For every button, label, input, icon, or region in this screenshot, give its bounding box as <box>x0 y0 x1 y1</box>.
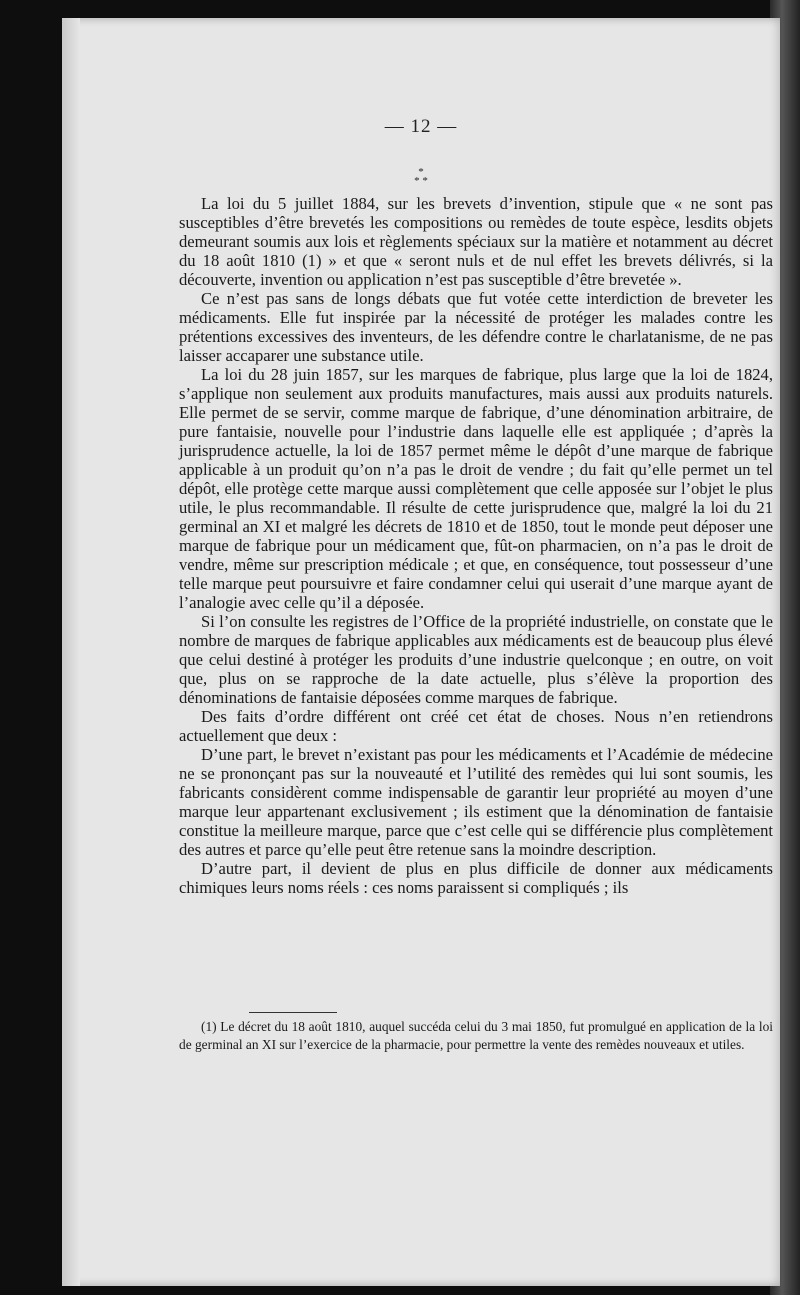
paragraph-faits-ordre: Des faits d’ordre différent ont créé cet état de choses. Nous n’en retiendrons actuellement que deux : <box>179 707 773 745</box>
body-text <box>179 194 773 897</box>
paragraph-d-une-part: D’une part, le brevet n’existant pas pour les médicaments et l’Académie de médecine ne se prononçant pas sur la nouveauté et l’utilité des remèdes qui lui sont soumis, les fabricants considèrent comme indispensable de garantir leur propriété au moyen d’une marque leur appartenant exclusivement ; ils estiment que la dénomination de fantaisie constitue la meilleure marque, parce que c’est celle qui se différencie plus complètement des autres et parce qu’elle peut être retenue sans la moindre description. <box>179 745 773 859</box>
paragraph-loi-1857-marques: La loi du 28 juin 1857, sur les marques de fabrique, plus large que la loi de 1824, s’applique non seulement aux produits manufactures, mais aussi aux produits naturels. Elle permet de se servir, comme marque de fabrique, d’une dénomination arbitraire, de pure fantaisie, nouvelle pour l’industrie dans laquelle elle est appliquée ; d’après la jurisprudence actuelle, la loi de 1857 permet même le dépôt d’une marque de fabrique applicable à un produit qu’on n’a pas le droit de vendre ; du fait qu’elle permet un tel dépôt, elle protège cette marque aussi complètement que celle apposée sur l’objet le plus utile, le plus recommandable. Il résulte de cette jurisprudence que, malgré la loi du 21 germinal an XI et malgré les décrets de 1810 et de 1850, tout le monde peut déposer une marque de fabrique pour un médicament que, fût-on pharmacien, on n’a pas le droit de vendre, même sur prescription médicale ; et que, en conséquence, tout possesseur d’une telle marque peut poursuivre et faire condamner celui qui userait d’une marque ayant de l’analogie avec celle qu’il a déposée. <box>179 365 773 612</box>
footnote-divider <box>249 1012 337 1013</box>
footnote-text: (1) Le décret du 18 août 1810, auquel succéda celui du 3 mai 1850, fut promulgué en application de la loi de germinal an XI sur l’exercice de la pharmacie, pour permettre la vente des remèdes nouveaux et utiles. <box>179 1019 773 1052</box>
paragraph-office-propriete: Si l’on consulte les registres de l’Office de la propriété industrielle, on constate que le nombre de marques de fabrique applicables aux médicaments est de beaucoup plus élevé que celui destiné à protéger les produits d’une industrie quelconque ; en outre, on voit que, plus on se rapproche de la date actuelle, plus s’élève la proportion des dénominations de fantaisie déposées comme marques de fabrique. <box>179 612 773 707</box>
section-ornament <box>62 168 780 186</box>
ornament-bottom-stars: * * <box>414 175 428 187</box>
footnote <box>179 1018 773 1054</box>
book-page <box>62 18 780 1286</box>
paragraph-brevets-loi-1884: La loi du 5 juillet 1884, sur les brevets d’invention, stipule que « ne sont pas susceptibles d’être brevetés les compositions ou remèdes de toute espèce, lesdits objets demeurant soumis aux lois et règlements spéciaux sur la matière et notamment au décret du 18 août 1810 (1) » et que « seront nuls et de nul effet les brevets délivrés, si la découverte, invention ou application n’est pas susceptible d’être brevetée ». <box>179 194 773 289</box>
page-gutter-shadow <box>62 18 80 1286</box>
page-number: — 12 — <box>384 116 458 137</box>
paragraph-interdiction-medicaments: Ce n’est pas sans de longs débats que fut votée cette interdiction de breveter les médicaments. Elle fut inspirée par la nécessité de protéger les malades contre les prétentions excessives des inventeurs, de les défendre contre le charlatanisme, de ne pas laisser accaparer une substance utile. <box>179 289 773 365</box>
paragraph-d-autre-part: D’autre part, il devient de plus en plus difficile de donner aux médicaments chimiques leurs noms réels : ces noms paraissent si compliqués ; ils <box>179 859 773 897</box>
ornament-top-star: * <box>418 166 424 178</box>
